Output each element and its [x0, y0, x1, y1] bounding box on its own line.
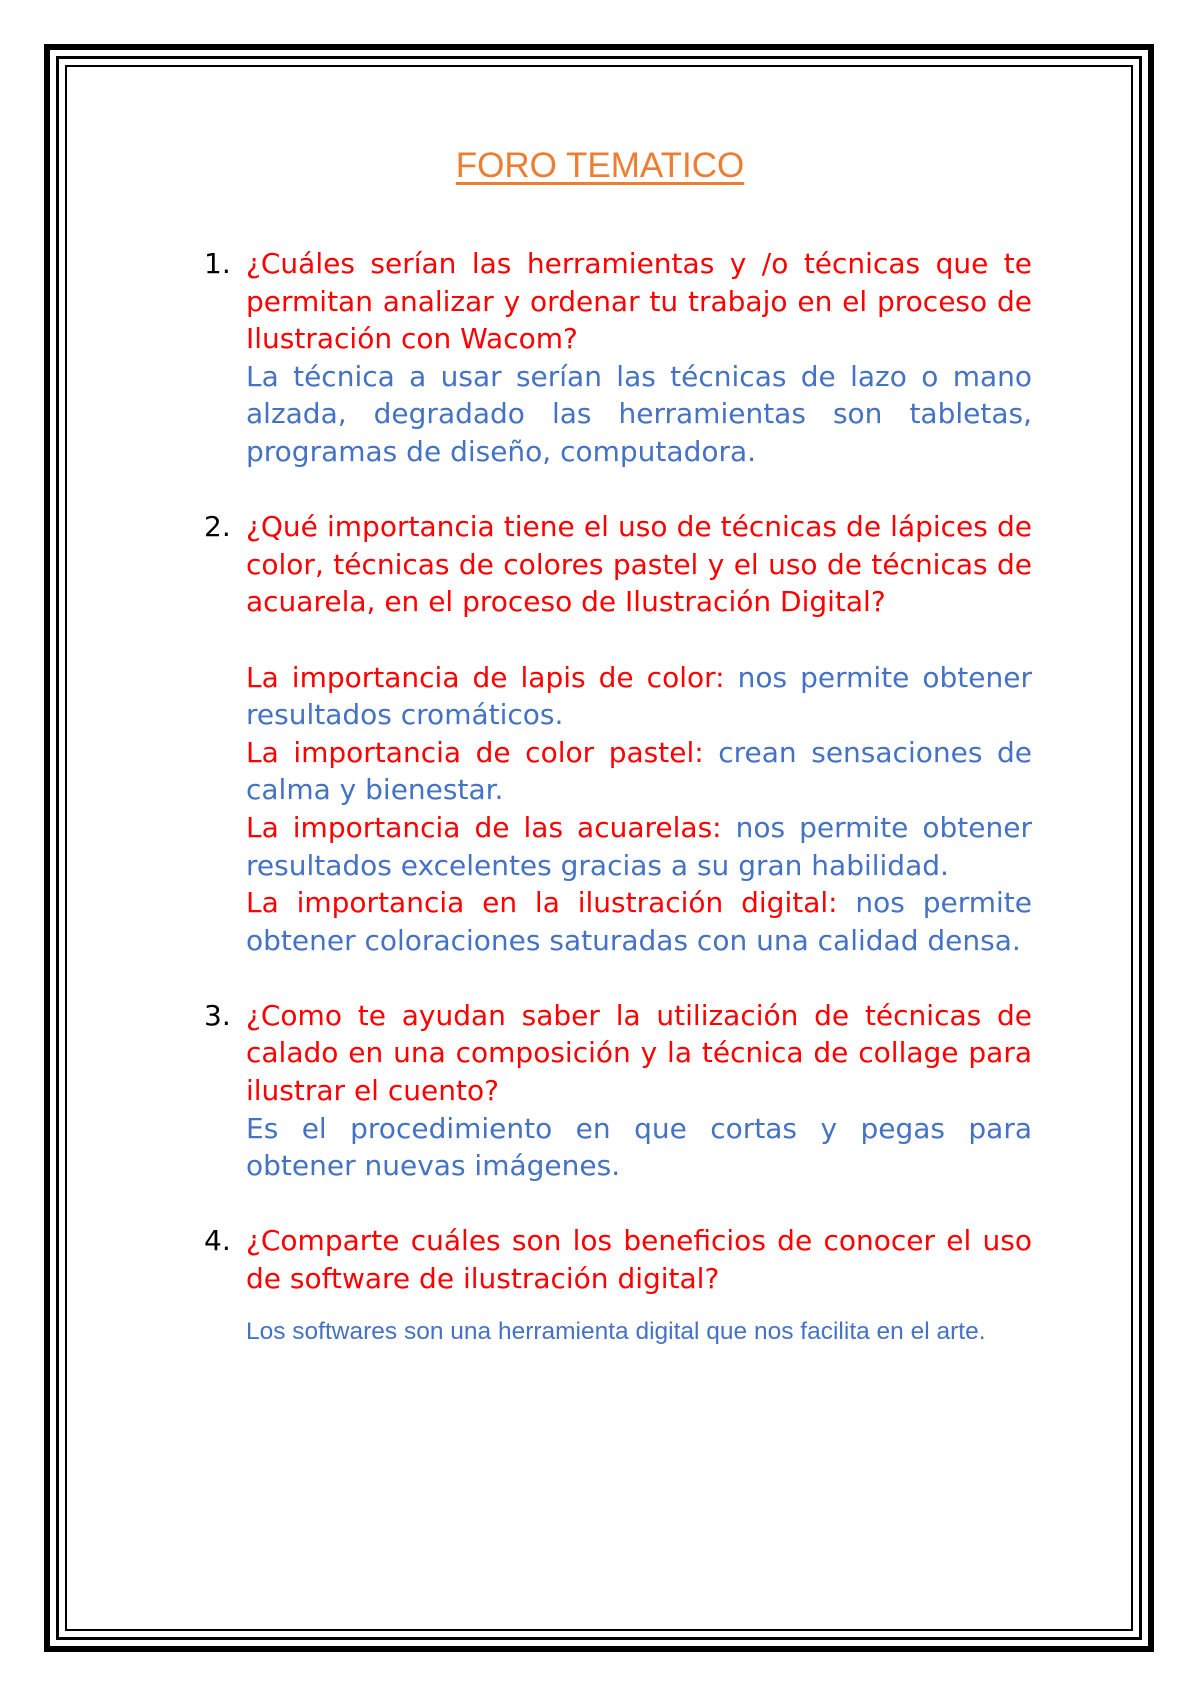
- question-item-1: [204, 245, 1032, 471]
- answer-text: nos permite obtener coloraciones saturadas con una calidad densa.: [246, 886, 1033, 957]
- question-item-4: [204, 1222, 1032, 1351]
- question-item-3: [204, 997, 1032, 1185]
- answer-label: La importancia de las acuarelas:: [246, 810, 722, 844]
- question-number: 3.: [204, 998, 231, 1032]
- answer-text: La técnica a usar serían las técnicas de lazo o mano alzada, degradado las herramientas son tabletas, programas de diseño, computadora.: [246, 359, 1032, 468]
- question-text: ¿Cuáles serían las herramientas y /o técnicas que te permitan analizar y ordenar tu trabajo en el proceso de Ilustración con Wacom?: [246, 247, 1032, 356]
- question-text: ¿Comparte cuáles son los beneficios de conocer el uso de software de ilustración digital?: [246, 1224, 1032, 1296]
- answer-label: La importancia de color pastel:: [246, 735, 704, 769]
- answer-paragraph: [246, 884, 1032, 959]
- question-number: 1.: [204, 247, 231, 280]
- question-text: ¿Como te ayudan saber la utilización de técnicas de calado en una composición y la técnica de collage para ilustrar el cuento?: [246, 998, 1032, 1108]
- question-item-2: [204, 508, 1033, 959]
- question-text: ¿Qué importancia tiene el uso de técnicas de lápices de color, técnicas de colores pastel y el uso de técnicas de acuarela, en el proceso de Ilustración Digital?: [246, 510, 1032, 619]
- question-number: 2.: [204, 510, 231, 544]
- answer-text: nos permite obtener resultados cromáticos.: [246, 660, 1032, 732]
- answer-text: nos permite obtener resultados excelentes gracias a su gran habilidad.: [246, 810, 1032, 882]
- question-number: 4.: [204, 1224, 231, 1258]
- answer-paragraph: [246, 809, 1032, 884]
- answer-paragraph: [246, 659, 1032, 734]
- answer-text: Los softwares son una herramienta digital que nos facilita en el arte.: [246, 1317, 986, 1345]
- answer-label: La importancia de lapis de color:: [246, 660, 725, 694]
- page-title: FORO TEMATICO: [455, 146, 745, 185]
- answer-text: Es el procedimiento en que cortas y pegas para obtener nuevas imágenes.: [246, 1111, 1032, 1183]
- answer-paragraph: [246, 734, 1032, 809]
- answer-label: La importancia en la ilustración digital:: [246, 886, 838, 920]
- questions-list: [204, 245, 1033, 1352]
- answer-text: crean sensaciones de calma y bienestar.: [246, 735, 1032, 807]
- answers-group: [246, 659, 1032, 960]
